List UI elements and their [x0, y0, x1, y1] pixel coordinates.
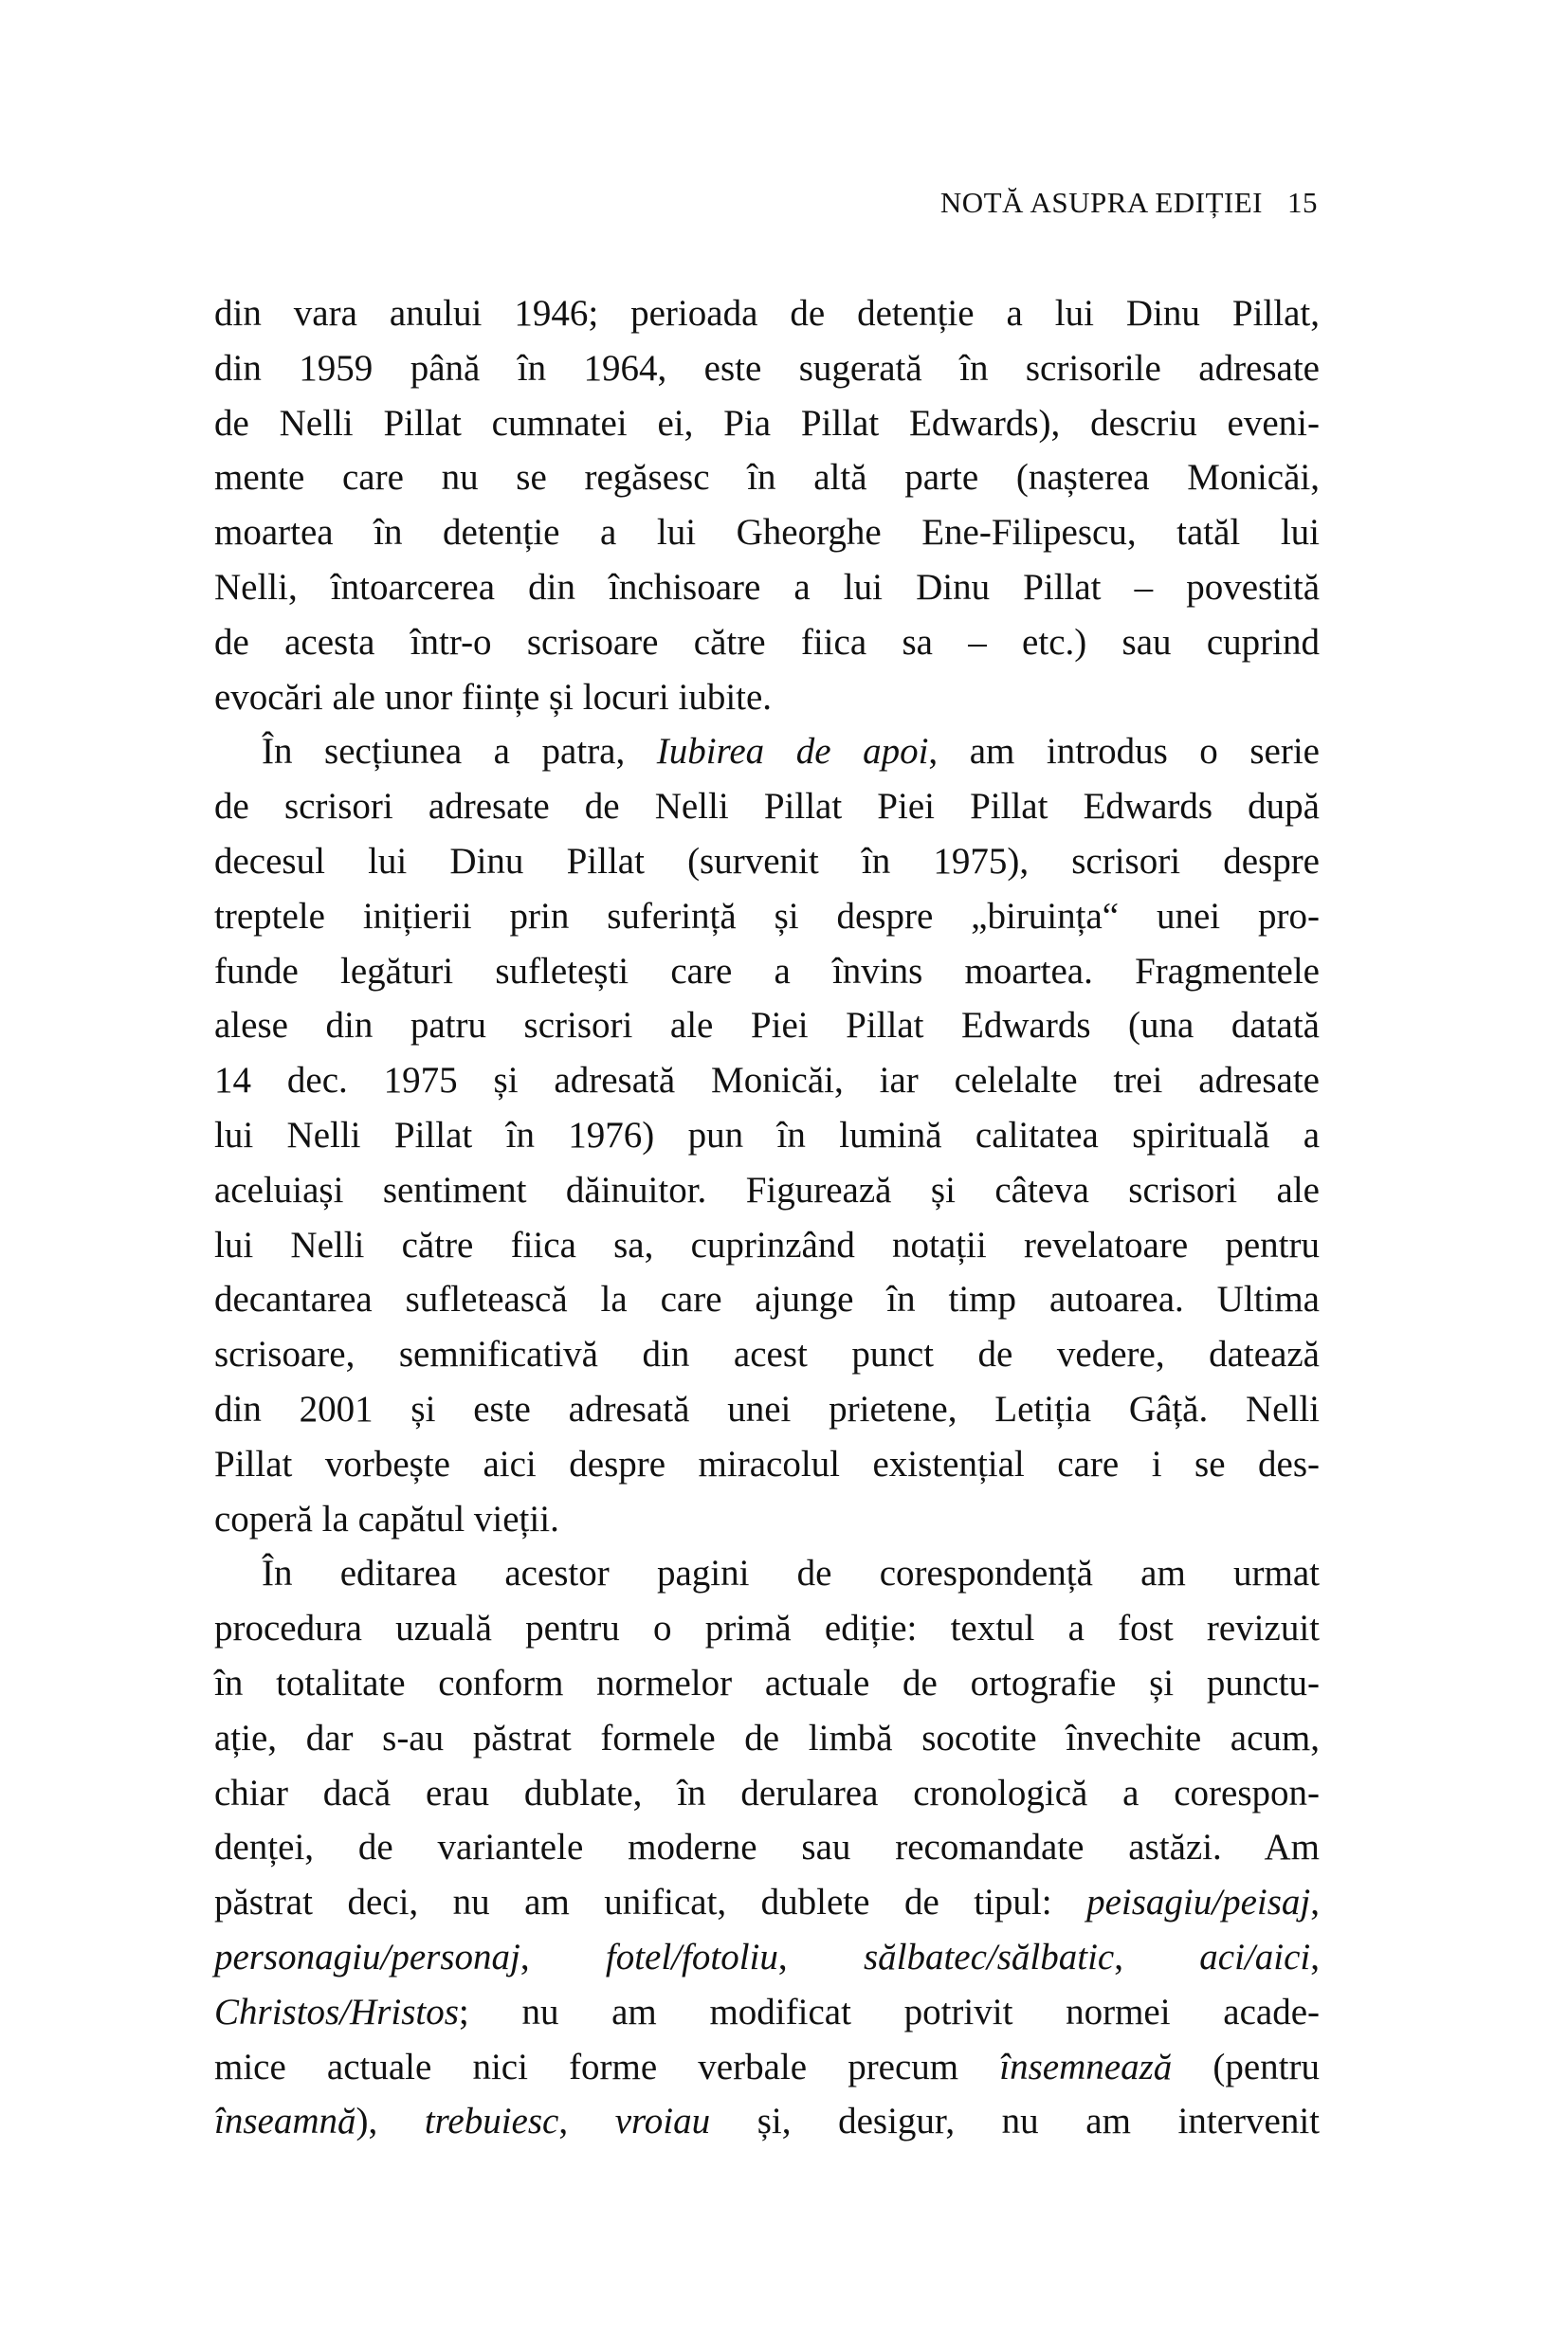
text-run: ; nu am modificat potrivit normei acade- [458, 1991, 1320, 2032]
text-line [214, 1875, 1320, 1930]
text-run: decesul lui Dinu Pillat (survenit în 1975), scrisori despre [214, 840, 1320, 882]
text-line [214, 889, 1320, 944]
italic-text: personagiu/personaj [214, 1936, 520, 1977]
text-line [214, 1108, 1320, 1163]
text-run: În secțiunea a patra, [262, 731, 657, 773]
italic-text: vroiau [614, 2101, 711, 2142]
text-run: , [558, 2101, 615, 2142]
text-line [214, 1053, 1320, 1108]
italic-text: înseamnă [214, 2101, 356, 2142]
text-run: evocări ale unor ființe și locuri iubite. [214, 676, 773, 718]
text-line [214, 1820, 1320, 1875]
text-run: În editarea acestor pagini de corespondență am urmat [262, 1553, 1320, 1595]
text-line [214, 505, 1320, 560]
text-run: (pentru [1172, 2046, 1320, 2087]
text-run: decantarea sufletească la care ajunge în timp autoarea. Ultima [214, 1279, 1320, 1321]
text-line [214, 2094, 1320, 2149]
text-run: ație, dar s-au păstrat formele de limbă socotite învechite acum, [214, 1717, 1320, 1759]
text-run: , [1114, 1936, 1200, 1977]
text-run: de Nelli Pillat cumnatei ei, Pia Pillat Edwards), descriu eveni- [214, 402, 1320, 444]
text-run: lui Nelli Pillat în 1976) pun în lumină calitatea spirituală a [214, 1114, 1320, 1156]
text-line [214, 286, 1320, 341]
text-run: moartea în detenție a lui Gheorghe Ene-Filipescu, tatăl lui [214, 512, 1320, 554]
text-line [214, 1656, 1320, 1711]
text-line [214, 341, 1320, 396]
header-title: NOTĂ ASUPRA EDIȚIEI [939, 186, 1263, 219]
text-run: Nelli, întoarcerea din închisoare a lui Dinu Pillat – povestită [214, 566, 1320, 608]
running-header [940, 186, 1318, 220]
text-run: aceluiași sentiment dăinuitor. Figurează și câteva scrisori ale [214, 1169, 1320, 1211]
text-run: scrisoare, semnificativă din acest punct de vedere, datează [214, 1334, 1320, 1376]
text-line [214, 396, 1320, 451]
text-line [214, 1601, 1320, 1656]
italic-text: Christos/Hristos [214, 1991, 459, 2032]
text-run: din 2001 și este adresată unei prietene, Letiția Gâță. Nelli [214, 1388, 1320, 1430]
text-line [214, 1437, 1320, 1492]
text-run: funde legături sufletești care a învins moartea. Fragmentele [214, 950, 1320, 992]
text-run: treptele inițierii prin suferință și despre „biruința“ unei pro- [214, 895, 1320, 937]
text-line [214, 2040, 1320, 2095]
text-run: în totalitate conform normelor actuale de ortografie și punctu- [214, 1662, 1320, 1704]
text-line [214, 1985, 1320, 2040]
text-line [214, 1218, 1320, 1273]
paragraph [214, 1546, 1320, 2149]
text-run: , [520, 1936, 606, 1977]
italic-text: Iubirea de apoi [656, 731, 929, 773]
text-line [214, 779, 1320, 834]
text-run: chiar dacă erau dublate, în derularea cronologică a corespon- [214, 1772, 1320, 1813]
text-run: din 1959 până în 1964, este sugerată în scrisorile adresate [214, 347, 1320, 389]
text-line [214, 450, 1320, 505]
italic-text: însemnează [999, 2046, 1173, 2087]
text-line [214, 1327, 1320, 1382]
paragraph [214, 286, 1320, 724]
text-run: din vara anului 1946; perioada de detenție a lui Dinu Pillat, [214, 293, 1320, 334]
text-run: lui Nelli către fiica sa, cuprinzând notații revelatoare pentru [214, 1224, 1320, 1266]
text-run: de acesta într-o scrisoare către fiica sa – etc.) sau cuprind [214, 621, 1320, 663]
page-number: 15 [1287, 186, 1318, 219]
text-line [214, 1711, 1320, 1766]
text-run: Pillat vorbește aici despre miracolul existențial care i se des- [214, 1443, 1320, 1485]
text-line [214, 1492, 1320, 1547]
text-run: , [1310, 1882, 1320, 1923]
text-run: mice actuale nici forme verbale precum [214, 2046, 1000, 2087]
text-run: , am introdus o serie [928, 731, 1320, 773]
text-run: și, desigur, nu am intervenit [710, 2101, 1320, 2142]
text-run: procedura uzuală pentru o primă ediție: textul a fost revizuit [214, 1608, 1320, 1649]
text-run: ), [356, 2101, 425, 2142]
text-run: alese din patru scrisori ale Piei Pillat Edwards (una datată [214, 1005, 1320, 1047]
text-run: 14 dec. 1975 și adresată Monicăi, iar celelalte trei adresate [214, 1060, 1320, 1102]
text-line [214, 998, 1320, 1053]
body-text [214, 286, 1320, 2149]
text-line [214, 724, 1320, 779]
text-run: , [777, 1936, 864, 1977]
text-line [214, 1163, 1320, 1218]
text-line [214, 944, 1320, 999]
text-line [214, 615, 1320, 670]
text-run: , [1310, 1936, 1321, 1977]
paragraph [214, 724, 1320, 1546]
text-line [214, 1272, 1320, 1327]
italic-text: fotel/fotoliu [605, 1936, 778, 1977]
text-run: mente care nu se regăsesc în altă parte (nașterea Monicăi, [214, 457, 1320, 499]
italic-text: trebuiesc [424, 2101, 559, 2142]
italic-text: sălbatec/sălbatic [863, 1936, 1115, 1977]
text-run: păstrat deci, nu am unificat, dublete de tipul: [214, 1882, 1087, 1923]
text-line [214, 670, 1320, 725]
text-run: denței, de variantele moderne sau recomandate astăzi. Am [214, 1827, 1320, 1868]
text-run: de scrisori adresate de Nelli Pillat Piei Pillat Edwards după [214, 786, 1320, 828]
text-line [214, 1930, 1320, 1985]
text-line [214, 560, 1320, 615]
italic-text: peisagiu/peisaj [1086, 1882, 1311, 1923]
text-line [214, 1382, 1320, 1437]
italic-text: aci/aici [1199, 1936, 1311, 1977]
text-line [214, 834, 1320, 889]
text-run: coperă la capătul vieții. [214, 1498, 559, 1540]
text-line [214, 1546, 1320, 1601]
text-line [214, 1766, 1320, 1821]
